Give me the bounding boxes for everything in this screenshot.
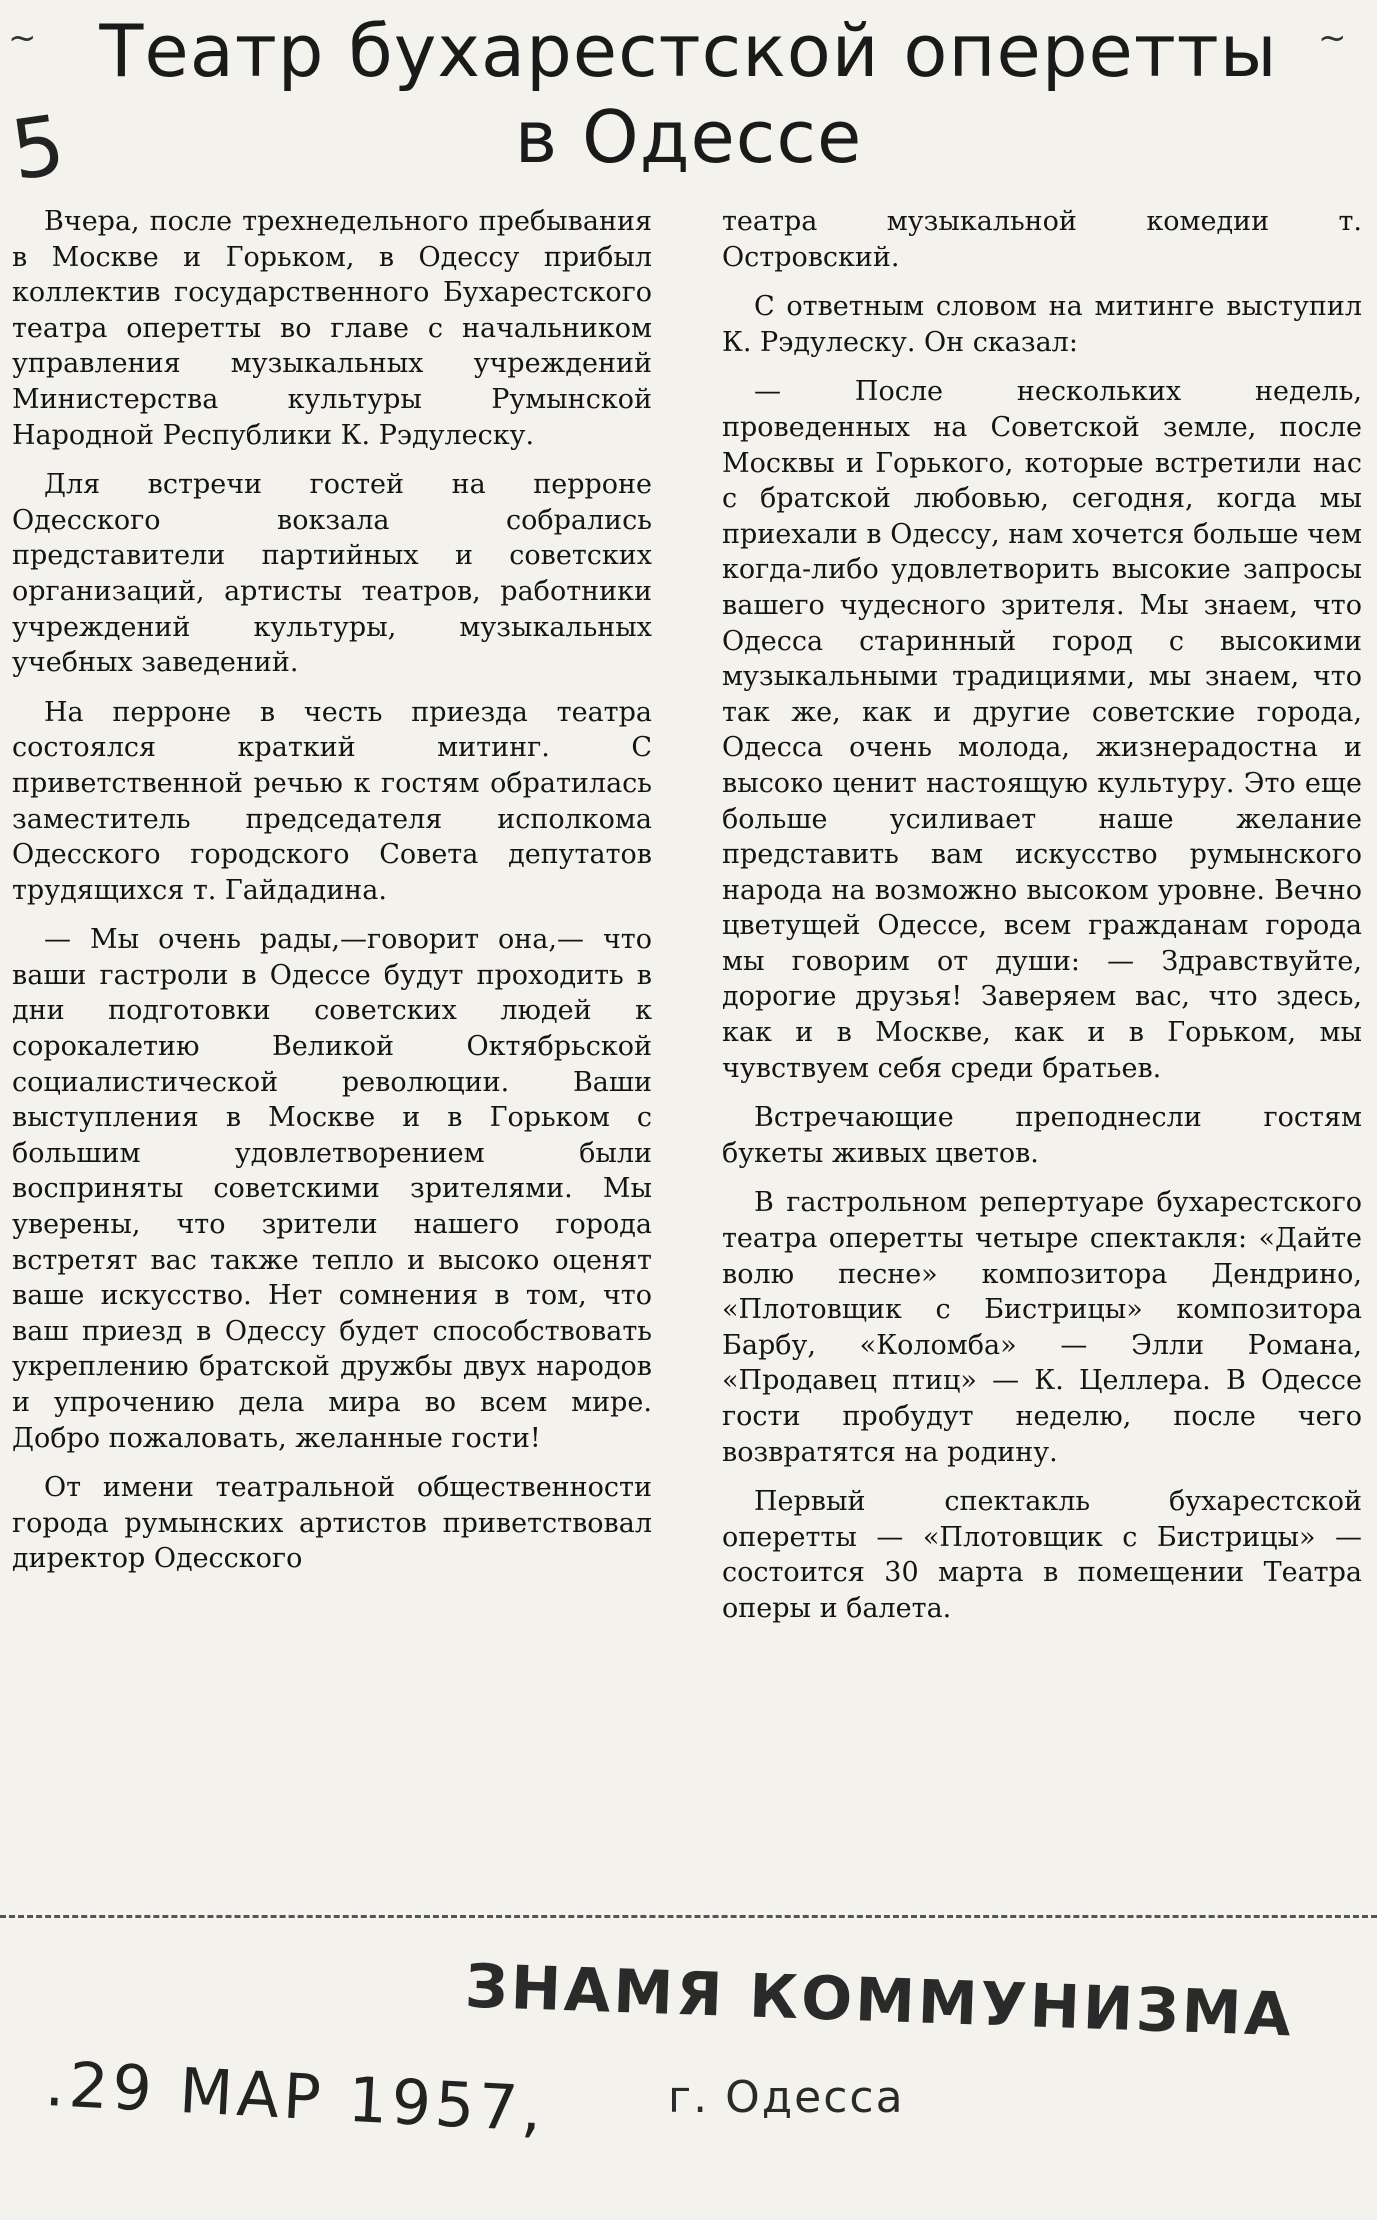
paragraph: От имени театральной общественности города румынских артистов приветствовал директор Одесского [12,1472,652,1575]
article-column-right [722,204,1362,1641]
paragraph: С ответным словом на митинге выступил К. Рэдулеску. Он сказал: [722,291,1362,358]
headline-line-2: в Одессе [514,95,863,179]
handwritten-date-stamp: .29 МАР 1957, [43,2046,548,2147]
paragraph: Первый спектакль бухарестской оперетты — «Плотовщик с Бистрицы» — состоится 30 марта в помещении Театра оперы и балета. [722,1486,1362,1624]
paragraph: В гастрольном репертуаре бухарестского театра оперетты четыре спектакля: «Дайте волю песне» композитора Дендрино, «Плотовщик с Бистрицы» композитора Барбу, «Коломба» — Элли Романа, «Продавец птиц» — К. Целлера. В Одессе гости пробудут неделю, после чего возвратятся на родину. [722,1187,1362,1468]
newspaper-stamp-city: г. Одесса [668,2072,905,2123]
paragraph: Вчера, после трехнедельного пребывания в Москве и Горьком, в Одессу прибыл коллектив государственного Бухарестского театра оперетты во главе с начальником управления музыкальных учреждений Министерства культуры Румынской Народной Республики К. Рэдулеску. [12,206,652,451]
decorative-tilde-right: ~ [1318,18,1347,58]
paragraph: театра музыкальной комедии т. Островский. [722,206,1362,273]
headline-line-1: Театр бухарестской оперетты [99,9,1278,93]
handwritten-page-mark: 5 [5,97,71,200]
decorative-tilde-left: ~ [8,18,37,58]
paragraph: Встречающие преподнесли гостям букеты живых цветов. [722,1102,1362,1169]
newspaper-stamp-name: ЗНАМЯ КОММУНИЗМА [464,1951,1295,2051]
article-column-left [12,204,652,1591]
headline [0,8,1377,180]
dashed-divider [0,1915,1377,1928]
paragraph: — После нескольких недель, проведенных на Советской земле, после Москвы и Горького, которые встретили нас с братской любовью, сегодня, когда мы приехали в Одессу, нам хочется больше чем когда-либо удовлетворить высокие запросы вашего чудесного зрителя. Мы знаем, что Одесса старинный город с высокими музыкальными традициями, мы знаем, что так же, как и другие советские города, Одесса очень молода, жизнерадостна и высоко ценит настоящую культуру. Это еще больше усиливает наше желание представить вам искусство румынского народа на возможно высоком уровне. Вечно цветущей Одессе, всем гражданам города мы говорим от души: — Здравствуйте, дорогие друзья! Заверяем вас, что здесь, как и в Москве, как и в Горьком, мы чувствуем себя среди братьев. [722,376,1362,1084]
paragraph: На перроне в честь приезда театра состоялся краткий митинг. С приветственной речью к гостям обратилась заместитель председателя исполкома Одесского городского Совета депутатов трудящихся т. Гайдадина. [12,696,652,906]
paragraph: — Мы очень рады,—говорит она,— что ваши гастроли в Одессе будут проходить в дни подготовки советских людей к сорокалетию Великой Октябрьской социалистической революции. Ваши выступления в Москве и в Горьком с большим удовлетворением были восприняты советскими зрителями. Мы уверены, что зрители нашего города встретят вас также тепло и высоко оценят ваше искусство. Нет сомнения в том, что ваш приезд в Одессу будет способствовать укреплению братской дружбы двух народов и упрочению дела мира во всем мире. Добро пожаловать, желанные гости! [12,924,652,1454]
paragraph: Для встречи гостей на перроне Одесского вокзала собрались представители партийных и советских организаций, артисты театров, работники учреждений культуры, музыкальных учебных заведений. [12,469,652,679]
